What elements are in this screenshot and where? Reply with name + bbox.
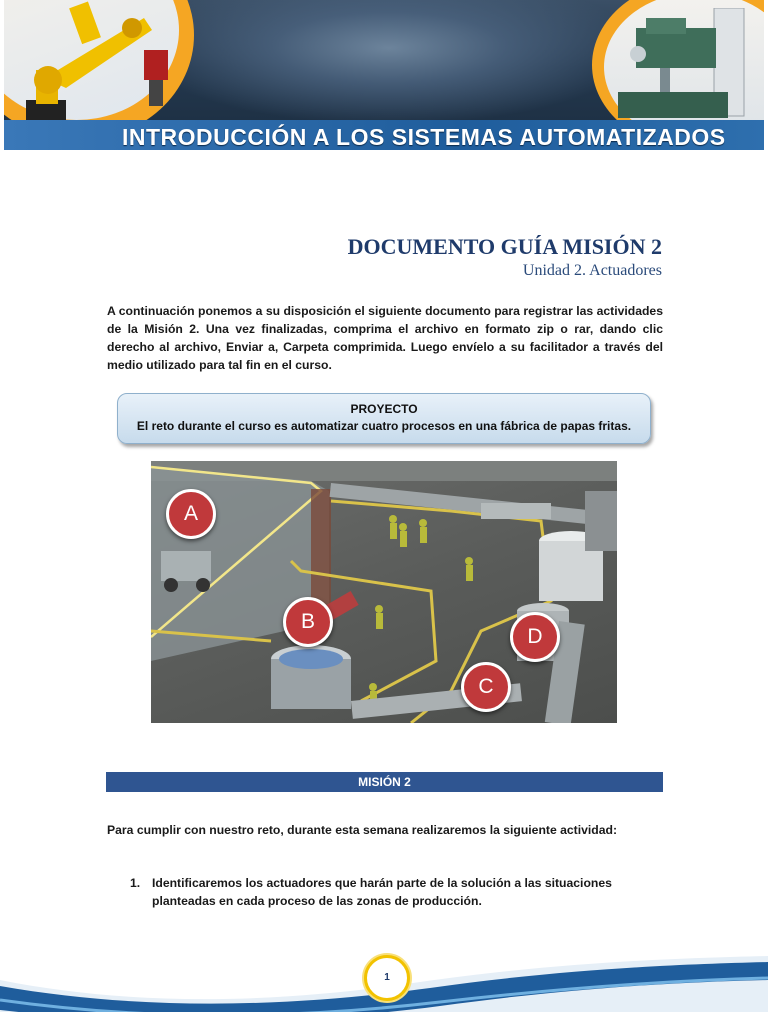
zone-marker-a: A <box>166 489 216 539</box>
document-title: DOCUMENTO GUÍA MISIÓN 2 <box>347 234 662 259</box>
header-banner <box>4 0 764 150</box>
list-item-number: 1. <box>130 876 141 890</box>
intro-text-part2: Luego envíelo a su facilitador a través del medio utilizado para tal fin en el curso. <box>107 340 663 372</box>
project-box <box>117 393 651 444</box>
project-description: El reto durante el curso es automatizar cuatro procesos en una fábrica de papas fritas. <box>136 419 632 433</box>
factory-floor-illustration <box>151 461 617 723</box>
project-title: PROYECTO <box>350 402 418 416</box>
intro-paragraph <box>107 302 663 374</box>
page-number: 1 <box>364 955 410 1001</box>
mission-paragraph: Para cumplir con nuestro reto, durante esta semana realizaremos la siguiente actividad: <box>107 823 618 837</box>
zone-marker-b: B <box>283 597 333 647</box>
robot-arm-icon <box>14 0 184 122</box>
intro-text-part1: A continuación ponemos a su disposición el siguiente documento para registrar las actividades de la Misión 2. Una vez finalizadas, comprima el archivo en formato zip o rar, <box>107 304 663 336</box>
banner-background-glow <box>154 0 624 120</box>
banner-title: INTRODUCCIÓN A LOS SISTEMAS AUTOMATIZADOS <box>122 124 726 150</box>
list-item-text: Identificaremos los actuadores que harán parte de la solución a las situaciones planteadas en cada proceso de las zonas de producción. <box>152 876 612 908</box>
zone-marker-d: D <box>510 612 560 662</box>
drill-press-icon <box>616 8 756 120</box>
factory-scene-image <box>151 461 617 723</box>
mission-section-bar: MISIÓN 2 <box>106 772 663 792</box>
intro-text-bold: dando clic derecho al archivo, Enviar a, Carpeta comprimida. <box>107 322 663 354</box>
document-subtitle: Unidad 2. Actuadores <box>522 262 662 279</box>
zone-marker-c: C <box>461 662 511 712</box>
